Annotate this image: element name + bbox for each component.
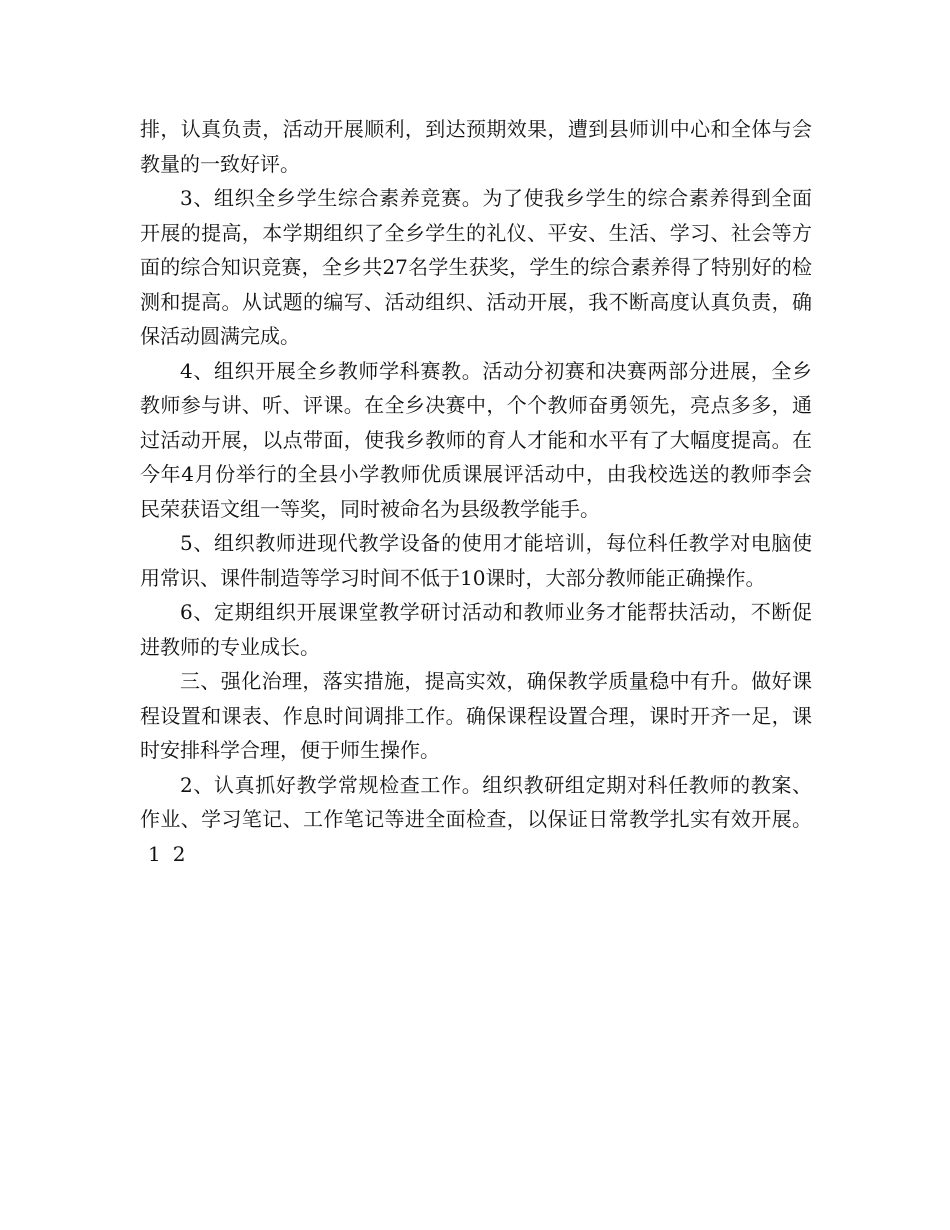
paragraph-item-4: 4、组织开展全乡教师学科赛教。活动分初赛和决赛两部分进展，全乡教师参与讲、听、评课。在全乡决赛中，个个教师奋勇领先，亮点多多，通过活动开展，以点带面，使我乡教师的育人才能和水平有了大幅度提高。在今年4月份举行的全县小学教师优质课展评活动中，由我校选送的教师李会民荣获语文组一等奖，同时被命名为县级教学能手。 xyxy=(140,358,812,521)
page-number-2[interactable]: 2 xyxy=(172,841,186,866)
page-number-1[interactable]: 1 xyxy=(148,841,161,866)
paragraph-item-2-text: 2、认真抓好教学常规检查工作。组织教研组定期对科任教师的教案、作业、学习笔记、工作笔记等进全面检查，以保证日常教学扎实有效开展。 xyxy=(140,772,812,831)
paragraph-section-three: 三、强化治理，落实措施，提高实效，确保教学质量稳中有升。做好课程设置和课表、作息时间调排工作。确保课程设置合理，课时开齐一足，课时安排科学合理，便于师生操作。 xyxy=(140,669,812,762)
page-number-links xyxy=(148,842,197,866)
paragraph-item-3: 3、组织全乡学生综合素养竞赛。为了使我乡学生的综合素养得到全面开展的提高，本学期组织了全乡学生的礼仪、平安、生活、学习、社会等方面的综合知识竞赛，全乡共27名学生获奖，学生的综合素养得了特别好的检测和提高。从试题的编写、活动组织、活动开展，我不断高度认真负责，确保活动圆满完成。 xyxy=(140,186,812,348)
paragraph-item-6: 6、定期组织开展课堂教学研讨活动和教师业务才能帮扶活动，不断促进教师的专业成长。 xyxy=(140,600,812,659)
document-body xyxy=(140,112,812,871)
paragraph-item-5: 5、组织教师进现代教学设备的使用才能培训，每位科任教学对电脑使用常识、课件制造等学习时间不低于10课时，大部分教师能正确操作。 xyxy=(140,531,812,590)
paragraph-continuation: 排，认真负责，活动开展顺利，到达预期效果，遭到县师训中心和全体与会教量的一致好评。 xyxy=(140,117,812,176)
paragraph-item-2 xyxy=(140,768,812,872)
